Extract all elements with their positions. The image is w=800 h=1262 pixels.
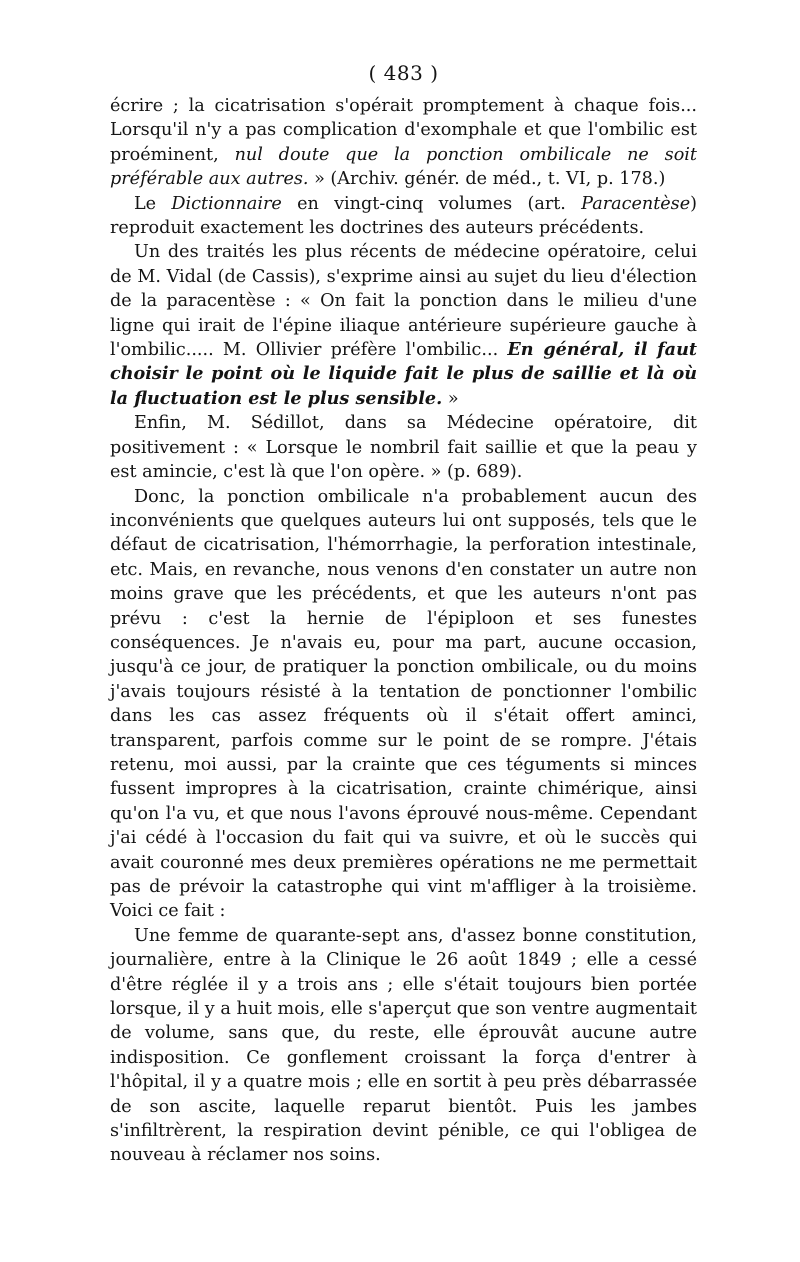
- text-run: écrire ; la cicatrisation s'opérait promptement à chaque fois... Lorsqu'il n'y a pas complication d'exomphale et que l'ombilic est proéminent,: [110, 96, 697, 165]
- text-run: Le: [134, 193, 172, 214]
- text-run: Une femme de quarante-sept ans, d'assez bonne constitution, journalière, entre à la Clinique le 26 août 1849 ; elle a cessé d'être réglée il y a trois ans ; elle s'était toujours bien portée lorsque, il y a huit mois, elle s'aperçut que son ventre augmentait de volume, sans que, du reste, elle éprouvât aucune autre indisposition. Ce gonflement croissant la força d'entrer à l'hôpital, il y a quatre mois ; elle en sortit à peu près débarrassée de son ascite, laquelle reparut bientôt. Puis les jambes s'infiltrèrent, la respiration devint pénible, ce qui l'obligea de nouveau à réclamer nos soins.: [110, 925, 697, 1166]
- text-run: ) reproduit exactement les doctrines des auteurs précédents.: [110, 193, 697, 239]
- bold-italic-run: En général, il faut choisir le point où le liquide fait le plus de saillie et là où la fluctuation est le plus sensible.: [110, 339, 697, 409]
- paragraph-citation-archives: [110, 94, 697, 192]
- italic-run: nul doute que la ponction ombilicale ne soit préférable aux autres.: [110, 144, 697, 190]
- paragraph-donc: [110, 485, 697, 924]
- paragraph-vidal: [110, 240, 697, 411]
- book-page: [110, 58, 697, 1168]
- text-run: en vingt-cinq volumes (art.: [281, 193, 582, 214]
- paragraph-observation: [110, 924, 697, 1168]
- page-number: ( 483 ): [368, 61, 439, 85]
- text-run: »: [442, 388, 459, 409]
- text-run: » (Archiv. génér. de méd., t. VI, p. 178.): [308, 169, 666, 190]
- paragraph-sedillot: [110, 411, 697, 484]
- paragraph-dictionnaire: [110, 192, 697, 241]
- text-run: Donc, la ponction ombilicale n'a probablement aucun des inconvénients que quelques auteurs lui ont supposés, tels que le défaut de cicatrisation, l'hémorrhagie, la perforation intestinale, etc. Mais, en revanche, nous venons d'en constater un autre non moins grave que les précédents, et que les auteurs n'ont pas prévu : c'est la hernie de l'épiploon et ses funestes conséquences. Je n'avais eu, pour ma part, aucune occasion, jusqu'à ce jour, de pratiquer la ponction ombilicale, ou du moins j'avais toujours résisté à la tentation de ponctionner l'ombilic dans les cas assez fréquents où il s'était offert aminci, transparent, parfois comme sur le point de se rompre. J'étais retenu, moi aussi, par la crainte que ces téguments si minces fussent impropres à la cicatrisation, crainte chimérique, ainsi qu'on l'a vu, et que nous l'avons éprouvé nous-même. Cependant j'ai cédé à l'occasion du fait qui va suivre, et où le succès qui avait couronné mes deux premières opérations ne me permettait pas de prévoir la catastrophe qui vint m'affliger à la troisième. Voici ce fait :: [110, 486, 697, 922]
- text-run: Un des traités les plus récents de médecine opératoire, celui de M. Vidal (de Cassis), s'exprime ainsi au sujet du lieu d'élection de la paracentèse : « On fait la ponction dans le milieu d'une ligne qui irait de l'épine iliaque antérieure supérieure gauche à l'ombilic..... M. Ollivier préfère l'ombilic...: [110, 242, 697, 361]
- italic-run: Paracentèse: [581, 193, 691, 214]
- italic-run: Dictionnaire: [171, 193, 282, 214]
- text-run: Enfin, M. Sédillot, dans sa Médecine opératoire, dit positivement : « Lorsque le nombril fait saillie et que la peau y est amincie, c'est là que l'on opère. » (p. 689).: [110, 413, 697, 483]
